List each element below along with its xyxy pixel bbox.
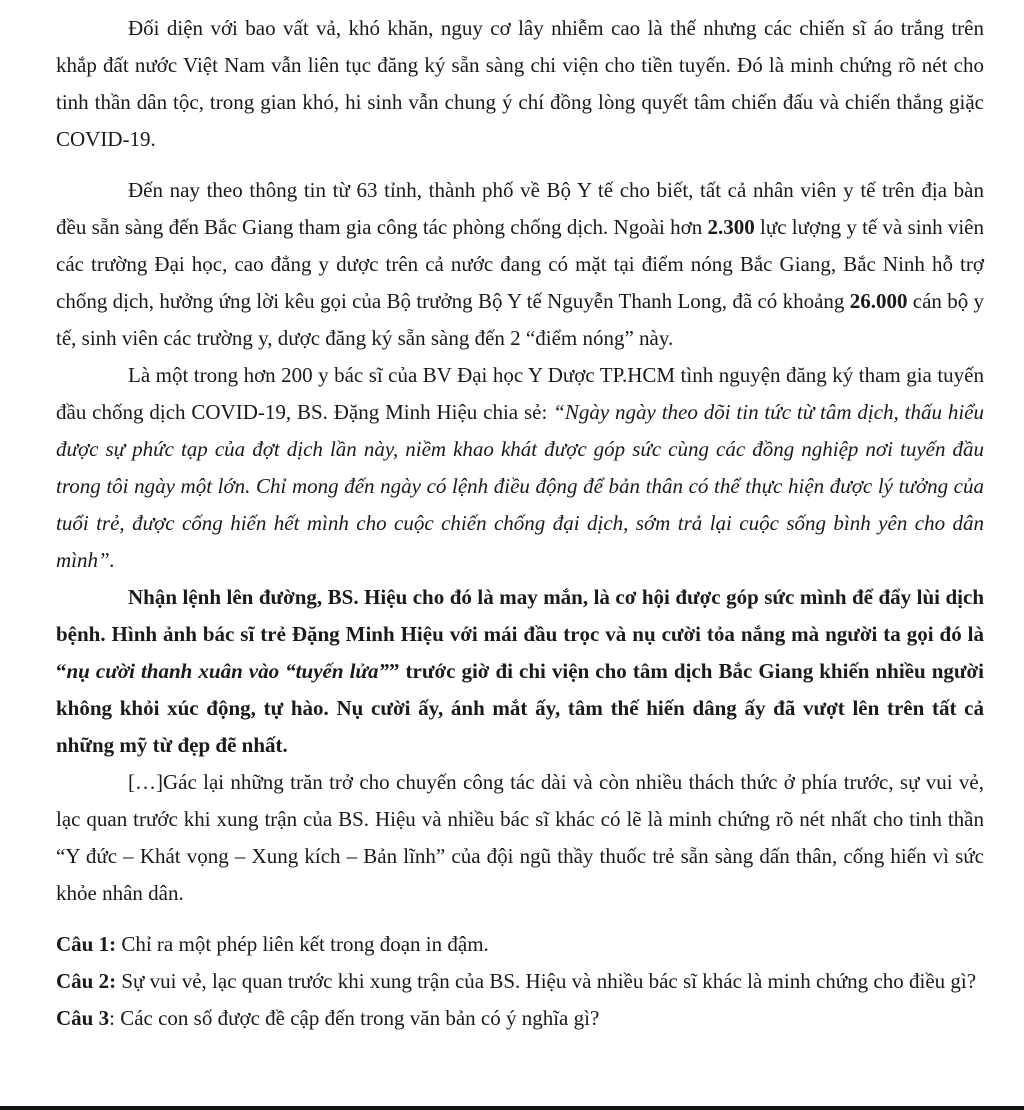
- number-2300: 2.300: [707, 215, 755, 239]
- paragraph-3-quote: “Ngày ngày theo dõi tin tức từ tâm dịch, thấu hiểu được sự phức tạp của đợt dịch lần này, niềm khao khát được góp sức cùng các đồng nghiệp nơi tuyến đầu trong tôi ngày một lớn. Chỉ mong đến ngày có lệnh điều động để bản thân có thể thực hiện được lý tưởng của tuổi trẻ, được cống hiến hết mình cho cuộc chiến chống đại dịch, sớm trả lại cuộc sống bình yên cho dân mình”.: [56, 400, 984, 572]
- question-3-text: : Các con số được đề cập đến trong văn bản có ý nghĩa gì?: [109, 1006, 600, 1030]
- paragraph-4-text-b: ” trước giờ đi chi viện cho tâm dịch Bắc Giang khiến nhiều người không khỏi xúc động, tự hào. Nụ cười ấy, ánh mắt ấy, tâm thế hiến dâng ấy đã vượt lên trên tất cả những mỹ từ đẹp đẽ nhất.: [56, 659, 984, 757]
- question-2-label: Câu 2:: [56, 969, 117, 993]
- number-26000: 26.000: [849, 289, 908, 313]
- paragraph-4-bold: [56, 579, 984, 764]
- paragraph-3: [56, 357, 984, 579]
- question-3-label: Câu 3: [56, 1006, 110, 1030]
- question-1-label: Câu 1:: [56, 932, 117, 956]
- bottom-edge-rule: [0, 1106, 1024, 1110]
- paragraph-4-text-a: Nhận lệnh lên đường, BS. Hiệu cho đó là may mắn, là cơ hội được góp sức mình để đẩy lùi dịch bệnh. Hình ảnh bác sĩ trẻ Đặng Minh Hiệu với mái đầu trọc và nụ cười tỏa nắng mà người ta gọi đó là “: [56, 585, 984, 683]
- paragraph-2: [56, 172, 984, 357]
- question-1-text: Chỉ ra một phép liên kết trong đoạn in đậm.: [116, 932, 489, 956]
- paragraph-4-italic: nụ cười thanh xuân vào “tuyến lửa”: [66, 659, 389, 683]
- paragraph-1-text: Đối diện với bao vất vả, khó khăn, nguy cơ lây nhiễm cao là thế nhưng các chiến sĩ áo trắng trên khắp đất nước Việt Nam vẫn liên tục đăng ký sẵn sàng chi viện cho tiền tuyến. Đó là minh chứng rõ nét cho tinh thần dân tộc, trong gian khó, hi sinh vẫn chung ý chí đồng lòng quyết tâm chiến đấu và chiến thắng giặc COVID-19.: [56, 16, 984, 151]
- question-1: [56, 926, 984, 963]
- paragraph-1: [56, 10, 984, 158]
- paragraph-2-text-a: Đến nay theo thông tin từ 63 tỉnh, thành phố về Bộ Y tế cho biết, tất cả nhân viên y tế trên địa bàn đều sẵn sàng đến Bắc Giang tham gia công tác phòng chống dịch. Ngoài hơn: [56, 178, 984, 239]
- question-3: [56, 1000, 984, 1037]
- question-2: [56, 963, 984, 1000]
- questions-list: [56, 926, 984, 1037]
- paragraph-2-text-c: cán bộ y tế, sinh viên các trường y, dược đăng ký sẵn sàng đến 2 “điểm nóng” này.: [56, 289, 984, 350]
- paragraph-5-text: […]Gác lại những trăn trở cho chuyến công tác dài và còn nhiều thách thức ở phía trước, sự vui vẻ, lạc quan trước khi xung trận của BS. Hiệu và nhiều bác sĩ khác có lẽ là minh chứng rõ nét nhất cho tinh thần “Y đức – Khát vọng – Xung kích – Bản lĩnh” của đội ngũ thầy thuốc trẻ sẵn sàng dấn thân, cống hiến vì sức khỏe nhân dân.: [56, 770, 984, 905]
- paragraph-3-text: Là một trong hơn 200 y bác sĩ của BV Đại học Y Dược TP.HCM tình nguyện đăng ký tham gia tuyến đầu chống dịch COVID-19, BS. Đặng Minh Hiệu chia sẻ:: [56, 363, 984, 424]
- paragraph-2-text-b: lực lượng y tế và sinh viên các trường Đại học, cao đẳng y dược trên cả nước đang có mặt tại điểm nóng Bắc Giang, Bắc Ninh hỗ trợ chống dịch, hưởng ứng lời kêu gọi của Bộ trưởng Bộ Y tế Nguyễn Thanh Long, đã có khoảng: [56, 215, 984, 313]
- paragraph-5: [56, 764, 984, 912]
- question-2-text: Sự vui vẻ, lạc quan trước khi xung trận của BS. Hiệu và nhiều bác sĩ khác là minh chứng cho điều gì?: [116, 969, 977, 993]
